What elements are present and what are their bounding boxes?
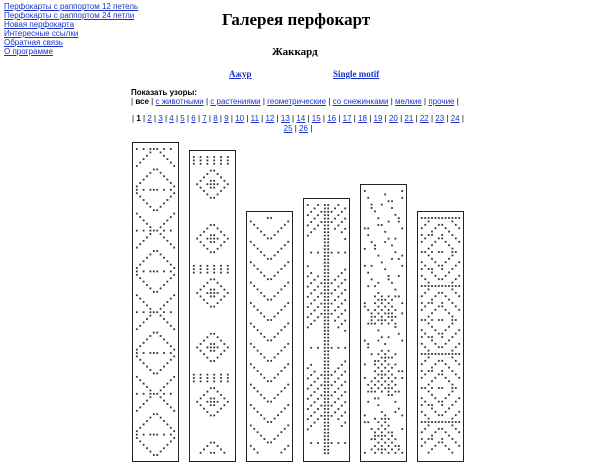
pattern-filter xyxy=(131,97,459,106)
page-link[interactable]: 16 xyxy=(327,114,337,123)
page-link[interactable]: 8 xyxy=(213,114,218,123)
punchcard-3[interactable] xyxy=(246,211,293,462)
separator: | xyxy=(444,114,451,123)
section-title: Жаккард xyxy=(272,46,318,58)
separator: | xyxy=(258,114,266,123)
page-link[interactable]: 4 xyxy=(169,114,174,123)
separator: | xyxy=(151,114,159,123)
punchcard-3-pattern xyxy=(247,212,292,461)
filter-heading: Показать узоры: xyxy=(131,88,197,97)
separator: | xyxy=(454,97,459,106)
separator: | xyxy=(217,114,225,123)
punchcard-6-pattern xyxy=(418,212,463,461)
page-link[interactable]: 25 xyxy=(283,124,293,133)
page-link[interactable]: 6 xyxy=(191,114,196,123)
separator: | xyxy=(397,114,405,123)
punchcard-6[interactable] xyxy=(417,211,464,462)
separator: | xyxy=(382,114,389,123)
separator: | xyxy=(459,114,464,123)
page-link[interactable]: 26 xyxy=(299,124,309,133)
page-link[interactable]: 24 xyxy=(450,114,460,123)
separator: | xyxy=(148,97,156,106)
separator: | xyxy=(308,124,313,133)
nav-link-new-card[interactable]: Новая перфокарта xyxy=(4,20,75,29)
page-link[interactable]: 15 xyxy=(311,114,321,123)
filter-option[interactable]: прочие xyxy=(428,97,455,106)
separator: | xyxy=(162,114,170,123)
category-link-lace[interactable]: Ажур xyxy=(229,69,252,79)
page-link[interactable]: 2 xyxy=(147,114,152,123)
side-navigation xyxy=(4,2,138,56)
filter-option[interactable]: мелкие xyxy=(395,97,422,106)
separator: | xyxy=(203,97,211,106)
page-link[interactable]: 11 xyxy=(250,114,259,123)
separator: | xyxy=(413,114,420,123)
separator: | xyxy=(351,114,359,123)
pagination xyxy=(128,114,468,134)
punchcard-4[interactable] xyxy=(303,198,350,462)
separator: | xyxy=(289,114,297,123)
page-link[interactable]: 23 xyxy=(435,114,445,123)
page-link[interactable]: 3 xyxy=(158,114,163,123)
nav-link-about[interactable]: О программе xyxy=(4,47,53,56)
page-link[interactable]: 17 xyxy=(342,114,352,123)
separator: | xyxy=(244,114,251,123)
separator: | xyxy=(326,97,333,106)
page-link[interactable]: 10 xyxy=(235,114,245,123)
page-link[interactable]: 18 xyxy=(358,114,368,123)
page-link[interactable]: 13 xyxy=(280,114,290,123)
separator: | xyxy=(336,114,343,123)
category-link-single-motif[interactable]: Single motif xyxy=(333,69,380,79)
separator: | xyxy=(173,114,181,123)
filter-option[interactable]: с растениями xyxy=(210,97,261,106)
separator: | xyxy=(206,114,214,123)
filter-option[interactable]: с животными xyxy=(155,97,204,106)
separator: | xyxy=(140,114,148,123)
separator: | xyxy=(320,114,328,123)
page-link[interactable]: 5 xyxy=(180,114,185,123)
page-link[interactable]: 12 xyxy=(265,114,275,123)
page-link[interactable]: 21 xyxy=(404,114,414,123)
separator: | xyxy=(260,97,268,106)
separator: | xyxy=(292,124,300,133)
separator: | xyxy=(195,114,203,123)
separator: | xyxy=(428,114,436,123)
separator: | xyxy=(228,114,236,123)
punchcard-5[interactable] xyxy=(360,184,407,462)
separator: | xyxy=(421,97,429,106)
punchcard-1[interactable] xyxy=(132,142,179,462)
separator: | xyxy=(367,114,374,123)
page-link[interactable]: 9 xyxy=(224,114,229,123)
separator: | xyxy=(305,114,312,123)
filter-option[interactable]: со снежинками xyxy=(332,97,389,106)
punchcard-2-pattern xyxy=(190,151,235,461)
page-link[interactable]: 19 xyxy=(373,114,383,123)
page-title: Галерея перфокарт xyxy=(222,10,371,29)
punchcard-4-pattern xyxy=(304,199,349,461)
punchcard-1-pattern xyxy=(133,143,178,461)
page-link[interactable]: 20 xyxy=(388,114,398,123)
nav-link-12-stitch[interactable]: Перфокарты с раппортом 12 петель xyxy=(4,2,139,11)
nav-link-links[interactable]: Интересные ссылки xyxy=(4,29,79,38)
page-link[interactable]: 14 xyxy=(296,114,306,123)
nav-link-feedback[interactable]: Обратная связь xyxy=(4,38,63,47)
nav-link-24-stitch[interactable]: Перфокарты с раппортом 24 петли xyxy=(4,11,135,20)
filter-option[interactable]: геометрические xyxy=(267,97,327,106)
separator: | xyxy=(132,114,137,123)
separator: | xyxy=(184,114,192,123)
separator: | xyxy=(131,97,136,106)
filter-current: все xyxy=(135,97,149,106)
separator: | xyxy=(388,97,396,106)
page-current: 1 xyxy=(136,114,141,123)
separator: | xyxy=(274,114,281,123)
punchcard-2[interactable] xyxy=(189,150,236,462)
page-link[interactable]: 7 xyxy=(202,114,207,123)
page-link[interactable]: 22 xyxy=(419,114,429,123)
punchcard-5-pattern xyxy=(361,185,406,461)
